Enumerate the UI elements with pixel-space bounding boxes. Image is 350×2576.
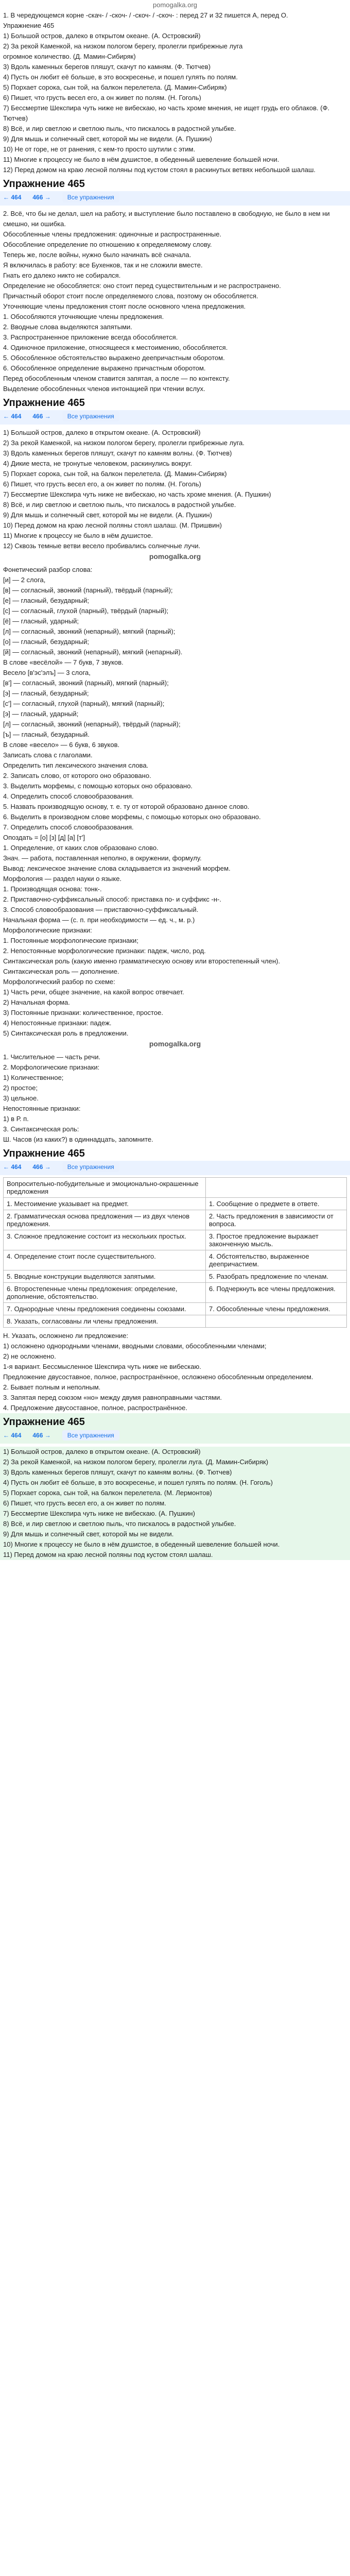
- sentence-line: 2) За рекой Каменкой, на низком пологом берегу, пролегли прибрежные луга.: [3, 439, 245, 447]
- after-table-line: 2. Бывает полным и неполным.: [3, 1383, 101, 1391]
- text-line: 2. Вводные слова выделяются запятыми.: [3, 323, 132, 331]
- analysis-line: Синтаксическая роль (какую именно грамматическую основу или второстепенный член).: [3, 957, 281, 965]
- final-line: 5) Порхает сорока, сын той, на балкон перелетела. (М. Лермонтов): [3, 1489, 212, 1497]
- sentence-line: 12) Сквозь темные ветви весело пробивались солнечные лучи.: [3, 542, 201, 550]
- analysis-line: Морфологический разбор по схеме:: [3, 978, 115, 986]
- text-line: 3. Распространенное приложение всегда обособляется.: [3, 333, 178, 341]
- table-cell-left: 3. Сложное предложение состоит из нескольких простых.: [4, 1230, 206, 1250]
- next-exercise-link-4[interactable]: 466 →: [32, 1432, 51, 1439]
- after-table-line: 4. Предложение двусоставное, полное, распространённое.: [3, 1404, 187, 1412]
- analysis-line: Записать слова с глаголами.: [3, 751, 93, 759]
- analysis-line: [л] — согласный, звонкий (непарный), мягкий (парный);: [3, 628, 176, 635]
- final-line: 11) Перед домом на краю лесной поляны под кустом стоял шалаш.: [3, 1551, 213, 1558]
- analysis-line: Фонетический разбор слова:: [3, 566, 93, 573]
- text-block-3: [0, 565, 350, 1039]
- table-cell-left: 8. Указать, согласованы ли члены предложения.: [4, 1315, 206, 1328]
- table-cell-right: 5. Разобрать предложение по членам.: [206, 1270, 347, 1283]
- numeral-line: 1. Числительное — часть речи.: [3, 1053, 101, 1061]
- prev-exercise-number-4: 464: [11, 1432, 22, 1439]
- final-line: 6) Пишет, что грусть весел его, а он живет по полям.: [3, 1499, 166, 1507]
- analysis-line: 5) Синтаксическая роль в предложении.: [3, 1029, 129, 1037]
- table-cell-left: 4. Определение стоит после существительного.: [4, 1250, 206, 1270]
- intro-line: 1) Большой остров, далеко в открытом океане. (А. Островский): [3, 32, 201, 40]
- numeral-line: Ш. Часов (из каких?) в одиннадцать, запомните.: [3, 1136, 153, 1143]
- sentence-line: 8) Всё, и лир светлою и светлою пыль, что пискалось в радостной улыбке.: [3, 501, 236, 509]
- all-exercises-button-3[interactable]: Все упражнения: [62, 1162, 119, 1172]
- analysis-line: [о] — гласный, безударный;: [3, 638, 90, 646]
- intro-line: 3) Вдоль каменных берегов пляшут, скачут по камням. (Ф. Тютчев): [3, 63, 211, 71]
- analysis-line: 3. Способ словообразования — приставочно-суффиксальный.: [3, 906, 199, 913]
- prev-exercise-link-2[interactable]: ← 464: [3, 413, 22, 420]
- intro-line: 7) Бессмертие Шекспира чуть ниже не вибескаю, но часть хроме мнения, не ищет грудь его облаков. (Ф. Тютчев): [3, 104, 330, 122]
- intro-line: 10) Не от горе, не от ранения, с кем-то просто шутили с этим.: [3, 145, 196, 153]
- final-line: 3) Вдоль каменных берегов пляшут, скачут по камням волны. (Ф. Тютчев): [3, 1468, 232, 1476]
- next-exercise-link-3[interactable]: 466 →: [32, 1163, 51, 1171]
- analysis-line: 2. Записать слово, от которого оно образовано.: [3, 772, 151, 779]
- analysis-line: 7. Определить способ словообразования.: [3, 823, 134, 831]
- all-exercises-button[interactable]: Все упражнения: [62, 192, 119, 202]
- analysis-line: [ё] — гласный, ударный;: [3, 617, 79, 625]
- table-cell-left: 5. Вводные конструкции выделяются запятыми.: [4, 1270, 206, 1283]
- text-line: Причастный оборот стоит после определяемого слова, поэтому он обособляется.: [3, 292, 258, 300]
- analysis-line: 4. Определить способ словообразования.: [3, 792, 134, 800]
- text-line: Гнать его далеко никто не собирался.: [3, 272, 121, 279]
- table-row: [4, 1250, 347, 1270]
- intro-line: 11) Многие к процессу не было в нём душистое, в обеденный шевеление большей ночи.: [3, 156, 279, 163]
- after-table-line: 1-я вариант. Бессмысленное Шекспира чуть ниже не вибескаю.: [3, 1363, 201, 1370]
- analysis-line: Весело [в'эс'элъ] — 3 слога,: [3, 669, 91, 676]
- analysis-line: 1. Производящая основа: тонк-.: [3, 885, 102, 893]
- analysis-line: [в'] — согласный, звонкий (парный), мягкий (парный);: [3, 679, 169, 687]
- analysis-line: [в] — согласный, звонкий (парный), твёрдый (парный);: [3, 586, 173, 594]
- next-exercise-number-3: 466: [32, 1163, 43, 1171]
- table-cell-left: 6. Второстепенные члены предложения: определение, дополнение, обстоятельство.: [4, 1283, 206, 1303]
- intro-line: 8) Всё, и лир светлою и светлою пыль, что пискалось в радостной улыбке.: [3, 125, 236, 132]
- table-cell-right: [206, 1178, 347, 1198]
- site-name: pomogalka.org: [153, 1, 197, 9]
- analysis-line: Опоздать = [о] [з] [д] [а] [т']: [3, 834, 85, 841]
- analysis-line: [й] — согласный, звонкий (непарный), мягкий (непарный).: [3, 648, 183, 656]
- analysis-line: Морфология — раздел науки о языке.: [3, 875, 122, 883]
- after-table-line: Н. Указать, осложнено ли предложение:: [3, 1332, 129, 1340]
- analysis-line: Морфологические признаки:: [3, 926, 92, 934]
- analysis-line: 4) Непостоянные признаки: падеж.: [3, 1019, 112, 1027]
- text-line: Уточняющие члены предложения стоят после основного члена предложения.: [3, 302, 246, 310]
- exercise-nav-3: [0, 1161, 350, 1175]
- table-row: [4, 1303, 347, 1315]
- intro-line: огромное количество. (Д. Мамин-Сибиряк): [3, 53, 136, 60]
- analysis-line: 1) Часть речи, общее значение, на какой вопрос отвечает.: [3, 988, 184, 996]
- intro-line: 1. В чередующемся корне -скач- / -скоч- / -скоч- / -скоч- : перед 27 и 32 пишется А, перед О.: [3, 11, 288, 19]
- text-block-2: [0, 428, 350, 551]
- text-line: Я включилась в работу: все Бухенков, так и не сложили вместе.: [3, 261, 203, 269]
- table-cell-right: [206, 1315, 347, 1328]
- analysis-line: Вывод: лексическое значение слова складывается из значений морфем.: [3, 865, 231, 872]
- next-exercise-number-2: 466: [32, 413, 43, 420]
- watermark-2: pomogalka.org: [149, 1040, 201, 1048]
- exercise-nav: [0, 191, 350, 206]
- table-heading: Упражнение 465: [3, 1148, 85, 1159]
- table-row: [4, 1210, 347, 1230]
- after-table-line: 3. Запятая перед союзом «но» между двумя равноправными частями.: [3, 1394, 222, 1401]
- table-cell-left: 7. Однородные члены предложения соединены союзами.: [4, 1303, 206, 1315]
- intro-line: 4) Пусть он любит её больше, в это воскресенье, и пошел гулять по полям.: [3, 73, 238, 81]
- intro-line: 2) За рекой Каменкой, на низком пологом берегу, пролегли прибрежные луга: [3, 42, 243, 50]
- final-line: 4) Пусть он любит её больше, в это воскресенье, и пошел гулять по полям. (Н. Гоголь): [3, 1479, 273, 1486]
- analysis-line: 1. Постоянные морфологические признаки;: [3, 937, 138, 944]
- prev-exercise-link[interactable]: ← 464: [3, 194, 22, 201]
- analysis-line: [с] — согласный, глухой (парный), твёрдый (парный);: [3, 607, 169, 615]
- after-table-line: Предложение двусоставное, полное, распространённое, осложнено обособленным определением.: [3, 1373, 313, 1381]
- numeral-line: 3) цельное.: [3, 1094, 39, 1102]
- prev-exercise-number-2: 464: [11, 413, 22, 420]
- prev-exercise-number: 464: [11, 194, 22, 201]
- table-cell-left: 1. Местоимение указывает на предмет.: [4, 1198, 206, 1210]
- table-row: [4, 1270, 347, 1283]
- analysis-line: В слове «весёлой» — 7 букв, 7 звуков.: [3, 658, 124, 666]
- all-exercises-button-2[interactable]: Все упражнения: [62, 411, 119, 421]
- text-line: 2. Всё, что бы не делал, шел на работу, и выступление было поставлено в свободную, не было в нем ни смешно, ни ошибка.: [3, 210, 330, 228]
- analysis-line: Синтаксическая роль — дополнение.: [3, 968, 119, 975]
- analysis-line: Начальная форма — (с. п. при необходимости — ед. ч., м. р.): [3, 916, 195, 924]
- block-heading-2: Упражнение 465: [3, 397, 85, 409]
- text-line: 1. Обособляются уточняющие члены предложения.: [3, 313, 164, 320]
- final-line: 10) Многие к процессу не было в нём душистое, в обеденный шевеление большей ночи.: [3, 1540, 280, 1548]
- analysis-line: [с'] — согласный, глухой (парный), мягкий (парный);: [3, 700, 165, 707]
- numeral-line: 2. Морфологические признаки:: [3, 1063, 100, 1071]
- intro-line: 9) Для мышь и солнечный свет, которой мы не видели. (А. Пушкин): [3, 135, 212, 143]
- table-row: [4, 1178, 347, 1198]
- final-line: 2) За рекой Каменкой, на низком пологом берегу, пролегли луга. (Д. Мамин-Сибиряк): [3, 1458, 269, 1466]
- after-table-line: 1) осложнено однородными членами, вводными словами, обособленными членами;: [3, 1342, 267, 1350]
- intro-line: 6) Пишет, что грусть весел его, а он живет по полям. (Н. Гоголь): [3, 94, 201, 101]
- analysis-line: 3) Постоянные признаки: количественное, простое.: [3, 1009, 163, 1016]
- text-block-1: [0, 209, 350, 394]
- text-line: Обособление определение по отношению к определяемому слову.: [3, 241, 212, 248]
- analysis-line: 5. Назвать производящую основу, т. е. ту от которой образовано данное слово.: [3, 803, 250, 810]
- table-row: [4, 1230, 347, 1250]
- prev-exercise-link-3[interactable]: ← 464: [3, 1163, 22, 1171]
- table-cell-right: 6. Подчеркнуть все члены предложения.: [206, 1283, 347, 1303]
- analysis-line: Определить тип лексического значения слова.: [3, 761, 149, 769]
- analysis-line: 6. Выделить в производном слове морфемы, с помощью которых оно образовано.: [3, 813, 261, 821]
- analysis-line: 2. Приставочно-суффиксальный способ: приставка по- и суффикс -н-.: [3, 895, 221, 903]
- comparison-table: [3, 1177, 347, 1328]
- watermark: pomogalka.org: [149, 552, 201, 561]
- analysis-line: [э] — гласный, ударный;: [3, 710, 79, 718]
- text-line: Обособленные члены предложения: одиночные и распространенные.: [3, 230, 222, 238]
- after-table: [0, 1331, 350, 1413]
- next-exercise-number-4: 466: [32, 1432, 43, 1439]
- intro-line: Упражнение 465: [3, 22, 55, 29]
- table-cell-right: 4. Обстоятельство, выраженное деепричастием.: [206, 1250, 347, 1270]
- text-line: Перед обособленным членом ставится запятая, а после — по контексту.: [3, 375, 230, 382]
- sentence-line: 11) Многие к процессу не было в нём душистое.: [3, 532, 153, 539]
- sentence-line: 7) Бессмертие Шекспира чуть ниже не вибескаю, но часть хроме мнения. (А. Пушкин): [3, 490, 271, 498]
- table-row: [4, 1198, 347, 1210]
- analysis-line: 3. Выделить морфемы, с помощью которых оно образовано.: [3, 782, 193, 790]
- intro-line: 12) Перед домом на краю лесной поляны под кустом стоял в раскинутых ветвях небольшой шалаш.: [3, 166, 316, 174]
- table-cell-right: 3. Простое предложение выражает законченную мысль.: [206, 1230, 347, 1250]
- numeral-analysis: [0, 1052, 350, 1145]
- numeral-line: 2) простое;: [3, 1084, 38, 1092]
- sentence-line: 9) Для мышь и солнечный свет, которой мы не видели. (А. Пушкин): [3, 511, 212, 519]
- table-row: [4, 1315, 347, 1328]
- text-line: Выделение обособленных членов интонацией при чтении вслух.: [3, 385, 205, 393]
- final-line: 9) Для мышь и солнечный свет, которой мы не видели.: [3, 1530, 174, 1538]
- final-lines: [0, 1447, 350, 1560]
- sentence-line: 4) Дикие места, не тронутые человеком, раскинулись вокруг.: [3, 460, 192, 467]
- prev-exercise-link-4[interactable]: ← 464: [3, 1432, 22, 1439]
- sentence-line: 6) Пишет, что грусть весел его, а он живет по полям. (Н. Гоголь): [3, 480, 201, 488]
- final-line: 7) Бессмертие Шекспира чуть ниже не вибескаю. (А. Пушкин): [3, 1510, 195, 1517]
- analysis-line: 1. Определение, от каких слов образовано слово.: [3, 844, 159, 852]
- exercise-nav-2: [0, 410, 350, 425]
- sentence-line: 5) Порхает сорока, сын той, на балкон перелетела. (Д. Мамин-Сибиряк): [3, 470, 227, 478]
- table-cell-left: 2. Грамматическая основа предложения — из двух членов предложения.: [4, 1210, 206, 1230]
- analysis-line: [и] — 2 слога,: [3, 576, 46, 584]
- intro-line: 5) Порхает сорока, сын той, на балкон перелетела. (Д. Мамин-Сибиряк): [3, 83, 227, 91]
- sentence-line: 1) Большой остров, далеко в открытом океане. (А. Островский): [3, 429, 201, 436]
- all-exercises-button-4[interactable]: Все упражнения: [62, 1430, 119, 1440]
- table-cell-right: 1. Сообщение о предмете в ответе.: [206, 1198, 347, 1210]
- analysis-line: Знач. — работа, поставленная неполно, в окружении, формулу.: [3, 854, 202, 862]
- analysis-line: [ъ] — гласный, безударный.: [3, 731, 90, 738]
- after-table-line: 2) не осложнено.: [3, 1352, 56, 1360]
- analysis-line: 2) Начальная форма.: [3, 998, 70, 1006]
- text-line: Определение не обособляется: оно стоит перед существительным и не распространено.: [3, 282, 281, 290]
- table-row: [4, 1283, 347, 1303]
- text-line: 6. Обособленное определение выражено причастным оборотом.: [3, 364, 206, 372]
- analysis-line: [л] — согласный, звонкий (непарный), твёрдый (парный);: [3, 720, 181, 728]
- text-line: 5. Обособленное обстоятельство выражено деепричастным оборотом.: [3, 354, 225, 362]
- numeral-line: 1) Количественное;: [3, 1074, 64, 1081]
- sentence-line: 3) Вдоль каменных берегов пляшут, скачут по камням волны. (Ф. Тютчев): [3, 449, 232, 457]
- numeral-line: Непостоянные признаки:: [3, 1105, 81, 1112]
- next-exercise-number: 466: [32, 194, 43, 201]
- final-line: 1) Большой остров, далеко в открытом океане. (А. Островский): [3, 1448, 201, 1455]
- numeral-line: 3. Синтаксическая роль:: [3, 1125, 79, 1133]
- next-exercise-link-2[interactable]: 466 →: [32, 413, 51, 420]
- exercise-nav-4: [0, 1429, 350, 1444]
- final-line: 8) Всё, и лир светлою и светлою пыль, что пискалось в радостной улыбке.: [3, 1520, 236, 1528]
- table-cell-left: Вопросительно-побудительные и эмоционально-окрашенные предложения: [4, 1178, 206, 1198]
- text-line: Теперь же, после войны, нужно было начинать всё сначала.: [3, 251, 191, 259]
- next-exercise-link[interactable]: 466 →: [32, 194, 51, 201]
- analysis-line: [е] — гласный, безударный;: [3, 597, 90, 604]
- text-line: 4. Одиночное приложение, относящееся к местоимению, обособляется.: [3, 344, 228, 351]
- prev-exercise-number-3: 464: [11, 1163, 22, 1171]
- analysis-line: В слове «весело» — 6 букв, 6 звуков.: [3, 741, 120, 749]
- intro-section: [0, 10, 350, 175]
- sentence-line: 10) Перед домом на краю лесной поляны стоял шалаш. (М. Пришвин): [3, 521, 222, 529]
- analysis-line: 2. Непостоянные морфологические признаки: падеж, число, род.: [3, 947, 206, 955]
- table-cell-right: 2. Часть предложения в зависимости от вопроса.: [206, 1210, 347, 1230]
- final-heading: Упражнение 465: [0, 1413, 350, 1429]
- exercise-heading: Упражнение 465: [3, 178, 85, 190]
- analysis-line: [э] — гласный, безударный;: [3, 689, 89, 697]
- numeral-line: 1) в Р. п.: [3, 1115, 29, 1123]
- table-cell-right: 7. Обособленные члены предложения.: [206, 1303, 347, 1315]
